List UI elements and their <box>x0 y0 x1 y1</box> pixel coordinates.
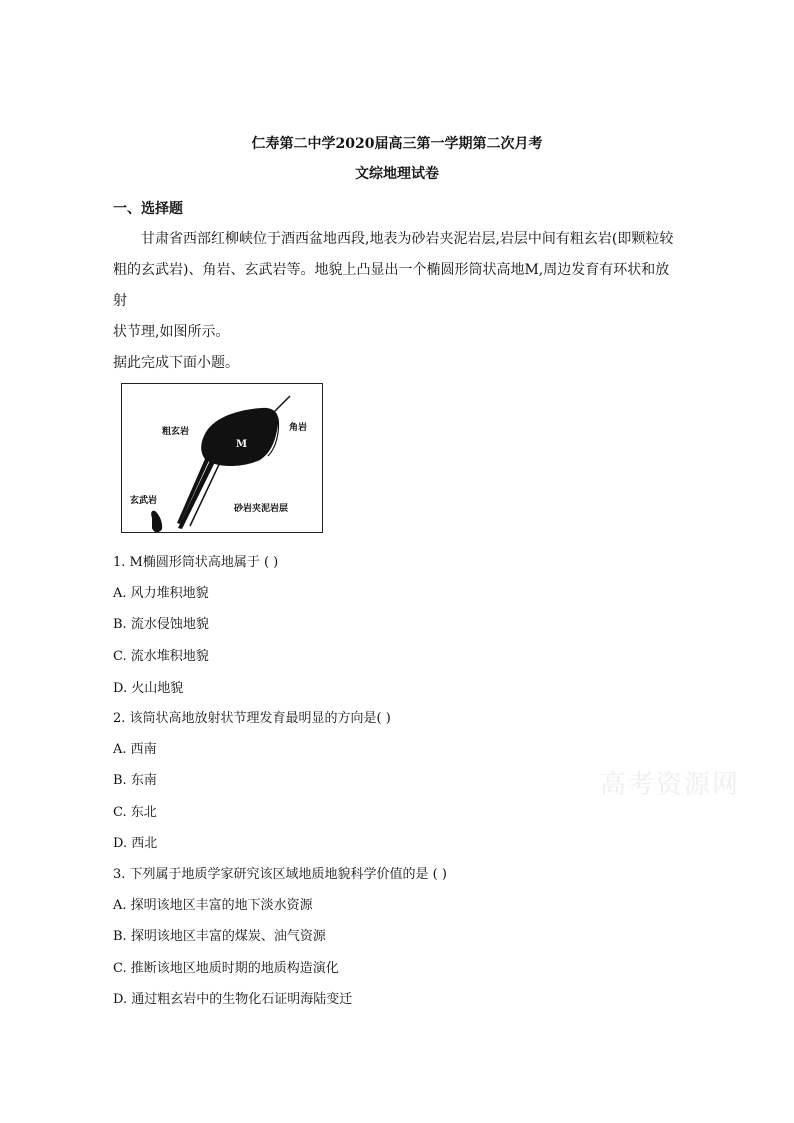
question-1-option-b: B. 流水侵蚀地貌 <box>113 617 209 632</box>
question-3-stem: 3. 下列属于地质学家研究该区域地质地貌科学价值的是 ( ) <box>113 867 447 882</box>
geology-figure <box>121 383 323 533</box>
question-2-option-d: D. 西北 <box>113 836 158 851</box>
question-2-stem: 2. 该筒状高地放射状节理发育最明显的方向是( ) <box>113 711 391 726</box>
question-3-option-b: B. 探明该地区丰富的煤炭、油气资源 <box>113 929 326 944</box>
question-1-option-c: C. 流水堆积地貌 <box>113 649 209 664</box>
passage-line-1: 甘肃省西部红柳峡位于酒西盆地西段,地表为砂岩夹泥岩层,岩层中间有粗玄岩(即颗粒较 <box>141 231 674 247</box>
question-2-option-a: A. 西南 <box>113 742 157 757</box>
section-heading: 一、选择题 <box>113 201 183 217</box>
passage-line-2: 粗的玄武岩)、角岩、玄武岩等。地貌上凸显出一个椭圆形筒状高地M,周边发育有环状和放射 <box>113 262 670 309</box>
question-3-option-d: D. 通过粗玄岩中的生物化石证明海陆变迁 <box>113 992 353 1007</box>
passage <box>113 224 683 379</box>
passage-instruction: 据此完成下面小题。 <box>113 355 239 371</box>
label-coarse-basalt: 粗玄岩 <box>162 427 190 437</box>
document-title: 仁寿第二中学2020届高三第一学期第二次月考 <box>251 136 543 152</box>
question-2-option-c: C. 东北 <box>113 805 157 820</box>
question-1-option-d: D. 火山地貌 <box>113 681 184 696</box>
question-1-option-a: A. 风力堆积地貌 <box>113 586 209 601</box>
question-1-stem: 1. M椭圆形筒状高地属于 ( ) <box>113 555 279 570</box>
label-sandstone: 砂岩夹泥岩层 <box>234 504 289 514</box>
label-basalt: 玄武岩 <box>130 496 158 506</box>
question-3-option-a: A. 探明该地区丰富的地下淡水资源 <box>113 898 313 913</box>
m-body <box>201 408 278 466</box>
question-3-option-c: C. 推断该地区地质时期的地质构造演化 <box>113 961 339 976</box>
label-m: M <box>236 439 248 450</box>
dike-tail <box>272 396 290 414</box>
watermark: 高考资源网 <box>600 770 741 800</box>
passage-line-3: 状节理,如图所示。 <box>113 324 230 340</box>
document-subtitle: 文综地理试卷 <box>355 166 439 182</box>
question-2-option-b: B. 东南 <box>113 773 157 788</box>
geology-diagram <box>122 384 322 532</box>
label-hornfels: 角岩 <box>289 423 308 433</box>
dike-1 <box>178 452 219 529</box>
basalt-body <box>151 511 162 532</box>
dike-2 <box>177 452 212 524</box>
